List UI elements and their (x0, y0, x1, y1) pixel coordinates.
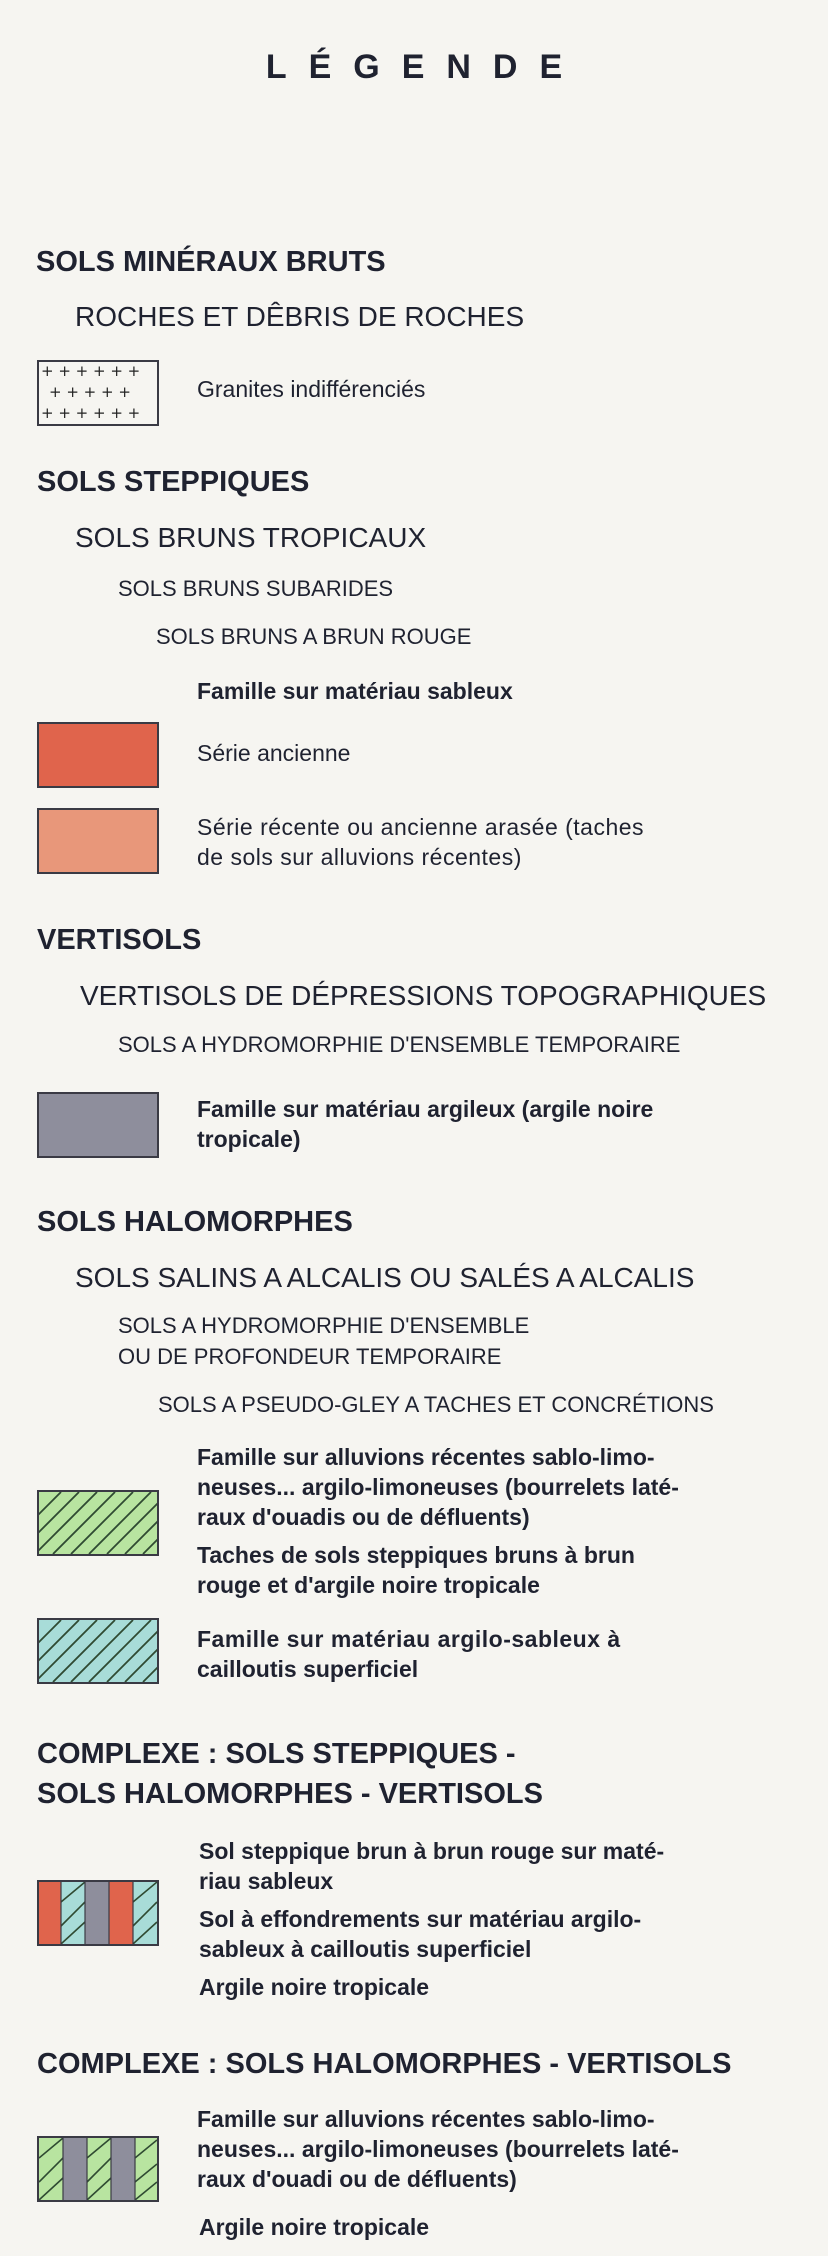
swatch-complexe-1 (37, 1880, 159, 1946)
label-serie-recente-1: Série récente ou ancienne arasée (taches (197, 814, 645, 840)
striped-complex-1-icon (39, 1882, 157, 1944)
label-complexe2-alluvions-1: Famille sur alluvions récentes sablo-limo- (197, 2106, 655, 2132)
label-famille-argileux-2: tropicale) (197, 1126, 301, 1152)
label-famille-sableux: Famille sur matériau sableux (197, 678, 513, 704)
legend-title: LÉGENDE (265, 48, 585, 86)
plus-pattern-icon (39, 362, 157, 424)
label-argilo-sableux-2: cailloutis superficiel (197, 1656, 419, 1682)
label-taches-2: rouge et d'argile noire tropicale (197, 1572, 540, 1598)
label-serie-recente-2: de sols sur alluvions récentes) (197, 844, 522, 870)
label-taches-1: Taches de sols steppiques bruns à brun (197, 1542, 635, 1568)
label-effondrements-2: sableux à cailloutis superficiel (199, 1936, 532, 1962)
heading-complexe-1-line2: SOLS HALOMORPHES - VERTISOLS (37, 1778, 543, 1810)
subheading-roches: ROCHES ET DÊBRIS DE ROCHES (75, 301, 525, 332)
label-effondrements-1: Sol à effondrements sur matériau argilo- (199, 1906, 642, 1932)
label-alluvions-3: raux d'ouadis ou de défluents) (197, 1504, 530, 1530)
label-argilo-sableux-1: Famille sur matériau argilo-sableux à (197, 1626, 621, 1652)
subheading-depressions: VERTISOLS DE DÉPRESSIONS TOPOGRAPHIQUES (80, 980, 767, 1011)
label-famille-argileux-1: Famille sur matériau argileux (argile noire (197, 1096, 654, 1122)
swatch-serie-recente (37, 808, 159, 874)
subheading-bruns-tropicaux: SOLS BRUNS TROPICAUX (75, 522, 427, 553)
swatch-granites (37, 360, 159, 426)
svg-text:+ + + + + +: + + + + + + (41, 404, 141, 422)
label-serie-ancienne: Série ancienne (197, 740, 351, 766)
subheading-pseudo-gley: SOLS A PSEUDO-GLEY A TACHES ET CONCRÉTIONS (158, 1392, 714, 1417)
svg-text:+ + + + + +: + + + + + + (41, 362, 141, 380)
label-alluvions-2: neuses... argilo-limoneuses (bourrelets laté- (197, 1474, 679, 1500)
label-argile-noire-1: Argile noire tropicale (199, 1974, 430, 2000)
label-argile-noire-2: Argile noire tropicale (199, 2214, 430, 2240)
subheading-hydromorphie-2: OU DE PROFONDEUR TEMPORAIRE (118, 1344, 502, 1369)
swatch-argile-noire (37, 1092, 159, 1158)
heading-vertisols: VERTISOLS (37, 924, 202, 956)
plus-marks (41, 362, 140, 422)
heading-complexe-1-line1: COMPLEXE : SOLS STEPPIQUES - (37, 1738, 516, 1770)
subheading-hydromorphie-1: SOLS A HYDROMORPHIE D'ENSEMBLE (118, 1313, 530, 1338)
label-granites: Granites indifférenciés (197, 376, 426, 402)
heading-mineraux-bruts: SOLS MINÉRAUX BRUTS (36, 246, 386, 278)
swatch-alluvions-hatched (37, 1490, 159, 1556)
label-sol-steppique-2: riau sableux (199, 1868, 334, 1894)
swatch-serie-ancienne (37, 722, 159, 788)
label-alluvions-1: Famille sur alluvions récentes sablo-limo- (197, 1444, 655, 1470)
subheading-bruns-subarides: SOLS BRUNS SUBARIDES (118, 576, 394, 601)
hatch-cyan-icon (39, 1620, 157, 1682)
label-complexe2-alluvions-3: raux d'ouadi ou de défluents) (197, 2166, 517, 2192)
label-complexe2-alluvions-2: neuses... argilo-limoneuses (bourrelets laté- (197, 2136, 679, 2162)
label-sol-steppique-1: Sol steppique brun à brun rouge sur maté- (199, 1838, 665, 1864)
subheading-salins-alcalis: SOLS SALINS A ALCALIS OU SALÉS A ALCALIS (75, 1262, 695, 1293)
svg-text:+ + + + +: + + + + + (49, 383, 131, 401)
heading-halomorphes: SOLS HALOMORPHES (37, 1206, 353, 1238)
swatch-complexe-2 (37, 2136, 159, 2202)
striped-complex-2-icon (39, 2138, 157, 2200)
heading-steppiques: SOLS STEPPIQUES (37, 466, 310, 498)
subheading-hydromorphie-ensemble: SOLS A HYDROMORPHIE D'ENSEMBLE TEMPORAIRE (118, 1032, 681, 1057)
subheading-brun-rouge: SOLS BRUNS A BRUN ROUGE (156, 624, 472, 649)
swatch-argilo-sableux-hatched (37, 1618, 159, 1684)
hatch-green-icon (39, 1492, 157, 1554)
heading-complexe-2: COMPLEXE : SOLS HALOMORPHES - VERTISOLS (37, 2048, 732, 2080)
